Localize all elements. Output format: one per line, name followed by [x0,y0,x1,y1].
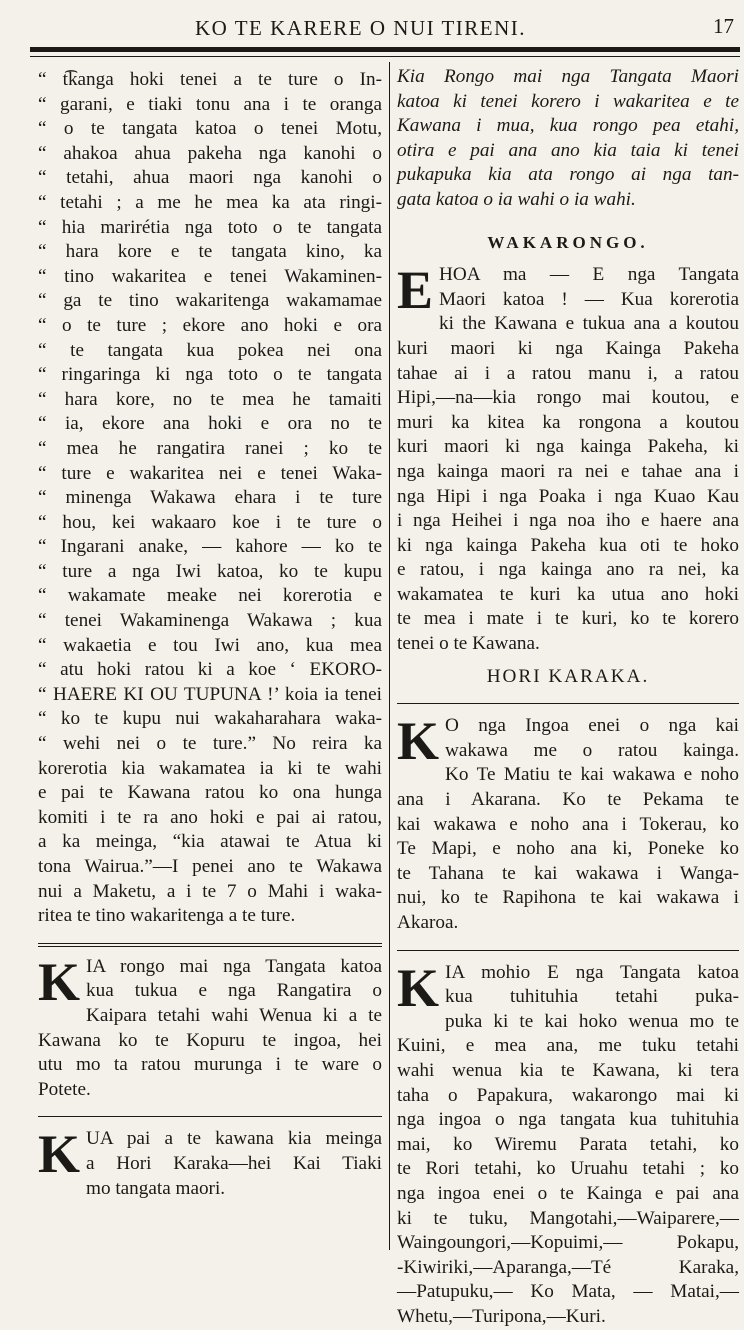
notice-line: puka ki te kai hoko wenua mo te [445,1010,739,1032]
notice-ingoa [397,711,739,935]
notice-line: ana i Akarana. Ko te Pekama te [397,789,739,811]
notice-line: i nga Heihei i nga noa iho e haere ana [397,510,739,532]
page-number: 17 [713,14,734,38]
notice-line: wakamatea te kuri ka utua ano hoki [397,583,739,605]
text-line: nui a Maketu, a i te 7 o Mahi i waka- [38,880,382,902]
quoted-line: “ atu hoki ratou ki a koe ‘ EKORO- [38,659,382,681]
notice-line: muri ka kitea ka rongona a koutou [397,411,739,433]
notice-line: kuri maori ki nga kainga Pakeha, ki [397,436,739,458]
quoted-line: “ te tangata kua pokea nei ona [38,339,382,361]
notice-line: nga ingoa o nga tangata kua tuhituhia [397,1109,739,1131]
intro-line: otira e pai ana ano kia taia ki tenei [397,139,739,161]
quoted-line: “ ture e wakaritea nei e tenei Waka- [38,462,382,484]
quoted-line: “ ko te kupu nui wakaharahara waka- [38,708,382,730]
notice-line: te Rori tetahi, ko Uruahu tetahi ; ko [397,1158,739,1180]
quoted-line: “ wakaetia e tou Iwi ano, kua mea [38,634,382,656]
left-column [38,68,382,1201]
quoted-line: “ t͡kanga hoki tenei a te ture o In- [38,69,382,90]
quoted-line: “ wehi nei o te ture.” No reira ka [38,733,382,755]
notice-line: utu mo ta ratou murunga i te ware o [38,1054,382,1076]
intro-line: katoa ki tenei korero i wakaritea e te [397,90,739,112]
notice-line: Te Mapi, e noho ana ki, Poneke ko [397,838,739,860]
notice-line: mo tangata maori. [86,1177,226,1199]
quoted-line: “ hia marirétia nga toto o te tangata [38,216,382,238]
intro-line: pukapuka kia ata rongo ai nga tan- [397,164,739,186]
quoted-line: “ HAERE KI OU TUPUNA !’ koia ia tenei [38,683,382,705]
quoted-line: “ minenga Wakawa ehara i te ture [38,487,382,509]
notice-line: ki the Kawana e tukua ana a koutou [439,313,739,335]
notice-line: O nga Ingoa enei o nga kai [445,715,739,737]
intro-notice [397,65,739,213]
text-line: ritea te tino wakaritenga a te ture. [38,905,296,927]
quoted-line: “ tenei Wakaminenga Wakawa ; kua [38,610,382,632]
quoted-line: “ hara kore e te tangata kino, ka [38,241,382,263]
quoted-line: “ ahakoa ahua pakeha nga kanohi o [38,142,382,164]
notice-line: kuri maori ki nga Kainga Pakeha [397,337,739,359]
notice-hori-karaka [38,1124,382,1201]
quoted-line: “ tino wakaritea e tenei Wakaminen- [38,265,382,287]
notice-line: Kaipara tetahi wahi Wenua ki a te [86,1004,382,1026]
notice-line: kua tuhituhia tetahi puka- [445,986,739,1008]
drop-cap: K [38,951,81,1012]
newspaper-title: KO TE KARERE O NUI TIRENI. [195,16,527,40]
notice-line: Ko Te Matiu te kai wakawa e noho [445,764,739,786]
notice-line: wahi wenua kia te Kawana, ki tera [397,1059,739,1081]
page-header [0,0,744,62]
notice-line: —Patupuku,— Ko Mata, — Matai,— [397,1281,739,1303]
quoted-line: “ o te tangata katoa o tenei Motu, [38,118,382,140]
notice-line: UA pai a te kawana kia meinga [86,1128,382,1150]
column-divider [389,62,390,1250]
drop-cap: E [397,260,434,321]
quoted-line: “ hara kore, no te mea he tamaiti [38,388,382,410]
closing-passage [38,757,382,929]
notice-line: tahae ai i a ratou manu i, a ratou [397,362,739,384]
quoted-line: “ Ingarani anake, — kahore — ko te [38,536,382,558]
notice-line: IA rongo mai nga Tangata katoa [86,955,382,977]
notice-line: e ratou, i nga kainga ano ra nei, ka [397,559,739,581]
header-rule-thick [30,47,740,52]
notice-line: a Hori Karaka—hei Kai Tiaki [86,1152,382,1174]
quoted-line: “ garani, e tiaki tonu ana i te oranga [38,93,382,115]
quoted-line: “ wakamate meake nei korerotia e [38,585,382,607]
notice-line: Hipi,—na—kia rongo mai koutou, e [397,387,739,409]
text-line: korerotia kia wakamatea ia ki te wahi [38,757,382,779]
right-column [397,65,739,1330]
header-rule-thin [30,56,740,57]
quoted-line: “ ture a nga Iwi katoa, ko te kupu [38,560,382,582]
quoted-line: “ mea he rangatira ranei ; ko te [38,437,382,459]
quoted-line: “ ga te tino wakaritenga wakamamae [38,290,382,312]
drop-cap: K [397,957,440,1018]
quoted-line: “ o te ture ; ekore ano hoki e ora [38,314,382,336]
notice-line: Waingoungori,—Kopuimi,— Pokapu, [397,1232,739,1254]
notice-line: mai, ko Wiremu Parata tetahi, ko [397,1133,739,1155]
quoted-line: “ ringaringa ki nga toto o te tangata [38,364,382,386]
notice-line: Potete. [38,1078,91,1100]
quoted-line: “ tetahi, ahua maori nga kanohi o [38,167,382,189]
notice-line: IA mohio E nga Tangata katoa [445,961,739,983]
notice-line: nui, ko te Rapihona te kai wakawa i [397,887,739,909]
intro-line: Kawana i mua, kua rongo pea etahi, [397,115,739,137]
text-line: komiti i te ra ano hoki e pai ai ratou, [38,806,382,828]
notice-wakarongo [397,260,739,657]
notice-line: tenei o te Kawana. [397,633,540,655]
notice-line: ki te tuku, Mangotahi,—Waiparere,— [397,1207,739,1229]
drop-cap: K [397,711,440,772]
notice-line: te mea i mate i te kuri, ko te korero [397,608,739,630]
notice-line: nga Hipi i nga Poaka i nga Kuao Kau [397,485,739,507]
notice-kaipara [38,951,382,1103]
notice-line: Whetu,—Turipona,—Kuri. [397,1305,606,1327]
notice-line: ki nga kainga Pakeha kua oti te hoko [397,534,739,556]
notice-line: Kuini, e mea ana, me tuku tetahi [397,1035,739,1057]
text-line: e pai te Kawana ratou ko ona hunga [38,782,382,804]
intro-line: gata katoa o ia wahi o ia wahi. [397,188,636,210]
quoted-line: “ tetahi ; a me he mea ka ata ringi- [38,191,382,213]
signature: HORI KARAKA. [486,665,650,687]
notice-line: te Tahana te kai wakawa i Wanga- [397,862,739,884]
notice-line: -Kiwiriki,—Aparanga,—Té Karaka, [397,1256,739,1278]
quoted-passage [38,68,382,757]
quoted-line: “ ia, ekore ana hoki e ora no te [38,413,382,435]
text-line: a ka meinga, “kia atawai te Atua ki [38,831,382,853]
text-line: tona Wairua.”—I penei ano te Wakawa [38,856,382,877]
notice-line: Akaroa. [397,912,459,933]
notice-line: Kawana ko te Kopuru te ingoa, hei [38,1029,382,1051]
intro-line: Kia Rongo mai nga Tangata Maori [397,66,739,87]
notice-line: HOA ma — E nga Tangata [439,264,739,286]
drop-cap: K [38,1124,81,1185]
section-heading: WAKARONGO. [487,232,649,252]
notice-line: nga ingoa enei o te Kainga e pai ana [397,1182,739,1204]
notice-line: Maori katoa ! — Kua korerotia [439,288,739,310]
notice-mohio [397,957,739,1330]
notice-line: wakawa me o ratou kainga. [445,739,739,761]
quoted-line: “ hou, kei wakaaro koe i te ture o [38,511,382,533]
notice-line: kai wakawa e noho ana i Tokerau, ko [397,813,739,835]
notice-line: nga kainga maori ra nei e tahae ana i [397,460,739,482]
notice-line: taha o Papakura, wakarongo mai ki [397,1084,739,1106]
notice-line: kua tukua e nga Rangatira o [86,980,382,1002]
